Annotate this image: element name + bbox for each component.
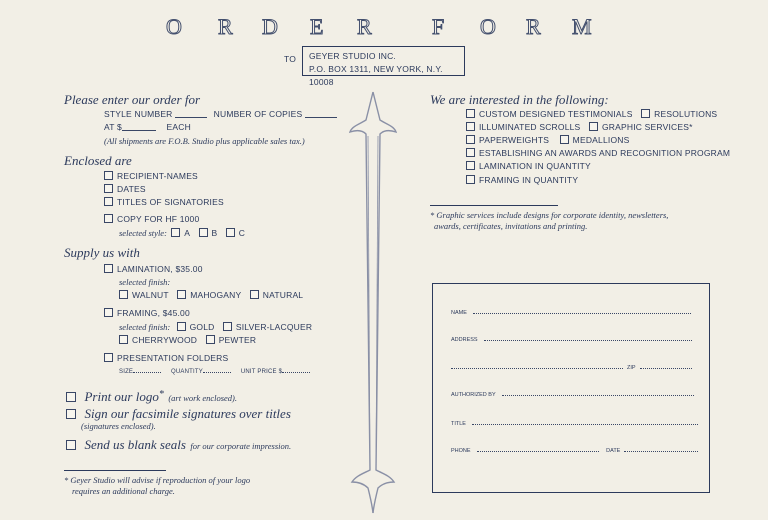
interests-row-6[interactable] xyxy=(466,175,578,185)
title-label: TITLE xyxy=(451,421,466,427)
title-field[interactable] xyxy=(472,424,698,425)
checkbox[interactable] xyxy=(466,161,475,170)
selected-finish-label: selected finish: xyxy=(119,322,171,332)
cherrywood-checkbox[interactable] xyxy=(119,335,128,344)
framing-label: FRAMING, $45.00 xyxy=(117,308,190,318)
interests-row-4[interactable] xyxy=(466,148,730,158)
zip-row xyxy=(451,365,692,371)
awards-program-label: ESTABLISHING AN AWARDS AND RECOGNITION PROGRAM xyxy=(479,148,731,158)
testimonials-label: CUSTOM DESIGNED TESTIMONIALS xyxy=(479,109,633,119)
checkbox[interactable] xyxy=(66,392,76,402)
checkbox[interactable] xyxy=(104,171,113,180)
copy-for-label: COPY FOR HF 1000 xyxy=(117,214,200,224)
scrolls-checkbox[interactable] xyxy=(466,122,475,131)
title-row xyxy=(451,421,698,427)
graphic-services-label: GRAPHIC SERVICES* xyxy=(601,122,693,132)
enclosed-item-label: TITLES OF SIGNATORIES xyxy=(117,197,224,207)
checkbox[interactable] xyxy=(66,409,76,419)
supply-heading: Supply us with xyxy=(64,245,140,260)
gold-checkbox[interactable] xyxy=(177,322,186,331)
checkbox[interactable] xyxy=(104,214,113,223)
size-field[interactable] xyxy=(133,372,161,373)
print-logo-label: Print our logo xyxy=(84,389,159,404)
checkbox[interactable] xyxy=(66,440,76,450)
medallions-label: MEDALLIONS xyxy=(572,135,630,145)
paperweights-checkbox[interactable] xyxy=(466,135,475,144)
lamination-item[interactable] xyxy=(104,264,203,274)
style-number-label: STYLE NUMBER xyxy=(104,109,173,119)
checkbox[interactable] xyxy=(104,308,113,317)
resolutions-checkbox[interactable] xyxy=(641,109,650,118)
address-line-1: GEYER STUDIO INC. xyxy=(309,51,396,61)
zip-label: ZIP xyxy=(627,365,636,371)
address-field[interactable] xyxy=(484,340,692,341)
medallions-checkbox[interactable] xyxy=(560,135,569,144)
address-line-2: P.O. BOX 1311, NEW YORK, N.Y. 10008 xyxy=(309,64,443,87)
checkbox[interactable] xyxy=(104,197,113,206)
address-box xyxy=(302,46,465,87)
style-b-checkbox[interactable] xyxy=(199,228,208,237)
style-a-label: A xyxy=(184,228,191,238)
unit-price-field[interactable] xyxy=(282,372,310,373)
seals-note: for our corporate impression. xyxy=(190,441,292,451)
zip-field[interactable] xyxy=(640,368,692,369)
to-label: TO xyxy=(284,54,297,64)
title-letter: R xyxy=(526,14,541,39)
style-a-checkbox[interactable] xyxy=(171,228,180,237)
presentation-item[interactable] xyxy=(104,353,228,363)
address-line-2-field[interactable] xyxy=(451,368,623,369)
center-ornament xyxy=(348,90,398,515)
print-logo-item[interactable] xyxy=(66,388,237,406)
interests-row-5[interactable] xyxy=(466,161,591,171)
checkbox[interactable] xyxy=(104,353,113,362)
unit-price-label: UNIT PRICE $ xyxy=(240,369,283,375)
title-letter: O xyxy=(480,14,496,39)
shipping-note: (All shipments are F.O.B. Studio plus applicable sales tax.) xyxy=(104,136,305,146)
phone-field[interactable] xyxy=(477,451,599,452)
graphic-services-checkbox[interactable] xyxy=(589,122,598,131)
framing-finishes-row-1 xyxy=(119,322,312,332)
pewter-label: PEWTER xyxy=(218,335,257,345)
lamination-label: LAMINATION, $35.00 xyxy=(117,264,203,274)
sign-note: (signatures enclosed). xyxy=(81,421,156,431)
presentation-details xyxy=(119,369,310,375)
interests-row-3 xyxy=(466,135,629,145)
footnote-rule xyxy=(64,470,166,471)
copies-label: NUMBER OF COPIES xyxy=(213,109,303,119)
seals-item[interactable] xyxy=(66,436,291,454)
order-row-price xyxy=(104,122,191,132)
interests-row-2 xyxy=(466,122,693,132)
style-selector xyxy=(119,228,245,238)
print-logo-note: (art work enclosed). xyxy=(168,393,238,403)
footnote-left-line-2: requires an additional charge. xyxy=(72,486,175,496)
framing-finishes-row-2 xyxy=(119,335,256,345)
interests-row-1 xyxy=(466,109,717,119)
footnote-right-line-2: awards, certificates, invitations and printing. xyxy=(434,221,588,231)
date-field[interactable] xyxy=(624,451,698,452)
print-logo-star: * xyxy=(158,389,164,400)
authorized-label: AUTHORIZED BY xyxy=(451,392,496,398)
enclosed-item[interactable] xyxy=(104,197,224,207)
footnote-right-line-1: * Graphic services include designs for corporate identity, newsletters, xyxy=(430,210,669,220)
name-row xyxy=(451,310,691,316)
style-c-label: C xyxy=(238,228,246,238)
title-letter: R xyxy=(218,14,233,39)
contact-box xyxy=(432,283,710,493)
natural-label: NATURAL xyxy=(262,290,304,300)
silver-lacquer-label: SILVER-LACQUER xyxy=(235,322,313,332)
authorized-row xyxy=(451,392,694,398)
checkbox[interactable] xyxy=(466,148,475,157)
copies-field[interactable] xyxy=(305,117,337,118)
paperweights-label: PAPERWEIGHTS xyxy=(479,135,550,145)
framing-quantity-label: FRAMING IN QUANTITY xyxy=(479,175,579,185)
title-letter: O xyxy=(166,14,182,39)
lamination-quantity-label: LAMINATION IN QUANTITY xyxy=(479,161,591,171)
quantity-label: QUANTITY xyxy=(171,369,203,375)
checkbox[interactable] xyxy=(104,264,113,273)
order-heading: Please enter our order for xyxy=(64,92,200,107)
walnut-label: WALNUT xyxy=(132,290,169,300)
resolutions-label: RESOLUTIONS xyxy=(654,109,718,119)
footnote-left xyxy=(64,475,250,497)
scrolls-label: ILLUMINATED SCROLLS xyxy=(479,122,581,132)
phone-row xyxy=(451,448,698,454)
title-letter: F xyxy=(432,14,445,39)
title-letter: E xyxy=(310,14,324,39)
style-number-field[interactable] xyxy=(175,117,207,118)
selected-finish-label: selected finish: xyxy=(119,277,171,287)
presentation-label: PRESENTATION FOLDERS xyxy=(117,353,229,363)
mahogany-checkbox[interactable] xyxy=(177,290,186,299)
walnut-checkbox[interactable] xyxy=(119,290,128,299)
natural-checkbox[interactable] xyxy=(250,290,259,299)
enclosed-item[interactable] xyxy=(104,184,146,194)
style-b-label: B xyxy=(211,228,218,238)
lamination-finishes xyxy=(119,290,303,300)
enclosed-item-label: RECIPIENT-NAMES xyxy=(117,171,198,181)
mahogany-label: MAHOGANY xyxy=(190,290,242,300)
pewter-checkbox[interactable] xyxy=(206,335,215,344)
at-label: AT $ xyxy=(104,122,122,132)
gold-label: GOLD xyxy=(189,322,215,332)
order-row-style xyxy=(104,109,337,119)
price-field[interactable] xyxy=(122,130,156,131)
title-letter: M xyxy=(572,14,592,39)
seals-label: Send us blank seals xyxy=(84,437,186,452)
phone-label: PHONE xyxy=(451,448,471,454)
address-row xyxy=(451,337,692,343)
checkbox[interactable] xyxy=(466,175,475,184)
sign-label: Sign our facsimile signatures over titles xyxy=(84,406,291,421)
checkbox[interactable] xyxy=(104,184,113,193)
title-letter: R xyxy=(357,14,372,39)
interests-heading: We are interested in the following: xyxy=(430,92,609,107)
framing-item[interactable] xyxy=(104,308,190,318)
authorized-field[interactable] xyxy=(502,395,694,396)
each-label: EACH xyxy=(166,122,191,132)
name-field[interactable] xyxy=(473,313,691,314)
footnote-right xyxy=(430,210,668,232)
date-label: DATE xyxy=(606,448,621,454)
quantity-field[interactable] xyxy=(203,372,231,373)
silver-lacquer-checkbox[interactable] xyxy=(223,322,232,331)
size-label: SIZE xyxy=(119,369,134,375)
title-letter: D xyxy=(262,14,278,39)
testimonials-checkbox[interactable] xyxy=(466,109,475,118)
copy-for-item[interactable] xyxy=(104,214,199,224)
cherrywood-label: CHERRYWOOD xyxy=(132,335,198,345)
enclosed-item[interactable] xyxy=(104,171,198,181)
style-c-checkbox[interactable] xyxy=(226,228,235,237)
name-label: NAME xyxy=(451,310,467,316)
enclosed-heading: Enclosed are xyxy=(64,153,132,168)
footnote-left-line-1: * Geyer Studio will advise if reproduction of your logo xyxy=(64,475,251,485)
selected-style-label: selected style: xyxy=(119,228,167,238)
address-label: ADDRESS xyxy=(451,337,478,343)
enclosed-item-label: DATES xyxy=(117,184,146,194)
footnote-rule xyxy=(430,205,558,206)
